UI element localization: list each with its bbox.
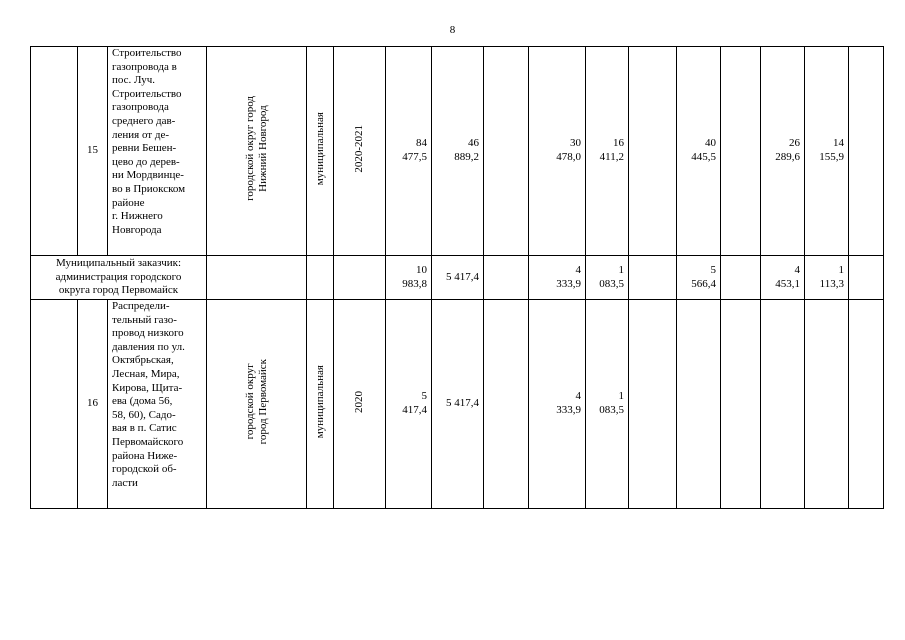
territory-cell [207,47,307,256]
value-cell: 1 113,3 [805,256,849,300]
value-cell [849,300,884,509]
empty-cell [334,256,386,300]
value-cell [805,300,849,509]
table-row-16 [31,300,884,509]
table-row-15 [31,47,884,256]
period-text: 2020 [353,390,365,413]
value-cell [629,300,677,509]
value-cell: 40 445,5 [677,47,721,256]
value-cell: 5 417,4 [432,256,484,300]
empty-cell [31,47,78,256]
value-cell: 5 417,4 [386,300,432,509]
value-cell [629,256,677,300]
value-cell [629,47,677,256]
investment-table [30,46,884,509]
ownership-cell [307,300,334,509]
value-cell [484,256,529,300]
period-cell [334,300,386,509]
value-cell [721,256,761,300]
value-cell [721,300,761,509]
ownership-cell [307,47,334,256]
value-cell [484,300,529,509]
value-cell: 1 083,5 [586,300,629,509]
territory-cell [207,300,307,509]
period-text: 2020-2021 [353,124,365,173]
value-cell: 4 333,9 [529,300,586,509]
customer-row [31,256,884,300]
value-cell: 5 566,4 [677,256,721,300]
value-cell [721,47,761,256]
value-cell: 30 478,0 [529,47,586,256]
value-cell [849,256,884,300]
value-cell: 84 477,5 [386,47,432,256]
object-name: Строительство газопровода в пос. Луч. Строительство газопровода среднего дав- ления от де- ревни Бешен- цево до дерев- ни Мордвинце- во в Приокском районе г. Нижнего Новгорода [108,47,207,256]
territory-text: городской округ город Первомайск [243,359,269,445]
row-number: 15 [78,47,108,256]
value-cell [849,47,884,256]
empty-cell [31,300,78,509]
empty-cell [207,256,307,300]
value-cell [484,47,529,256]
value-cell: 14 155,9 [805,47,849,256]
value-cell: 46 889,2 [432,47,484,256]
customer-label: Муниципальный заказчик: администрация городского округа город Первомайск [31,256,207,300]
empty-cell [307,256,334,300]
value-cell: 4 453,1 [761,256,805,300]
value-cell: 5 417,4 [432,300,484,509]
value-cell: 1 083,5 [586,256,629,300]
value-cell: 10 983,8 [386,256,432,300]
value-cell [761,300,805,509]
territory-text: городской округ город Нижний Новгород [243,96,269,202]
object-name: Распредели- тельный газо- провод низкого давления по ул. Октябрьская, Лесная, Мира, Кирова, Щита- ева (дома 56, 58, 60), Садо- вая в п. Сатис Первомайского района Ниже- городской об- ласти [108,300,207,509]
page-number: 8 [449,24,456,36]
period-cell [334,47,386,256]
ownership-text: муниципальная [313,112,326,186]
value-cell: 16 411,2 [586,47,629,256]
value-cell: 4 333,9 [529,256,586,300]
ownership-text: муниципальная [313,365,326,439]
value-cell [677,300,721,509]
value-cell: 26 289,6 [761,47,805,256]
row-number: 16 [78,300,108,509]
